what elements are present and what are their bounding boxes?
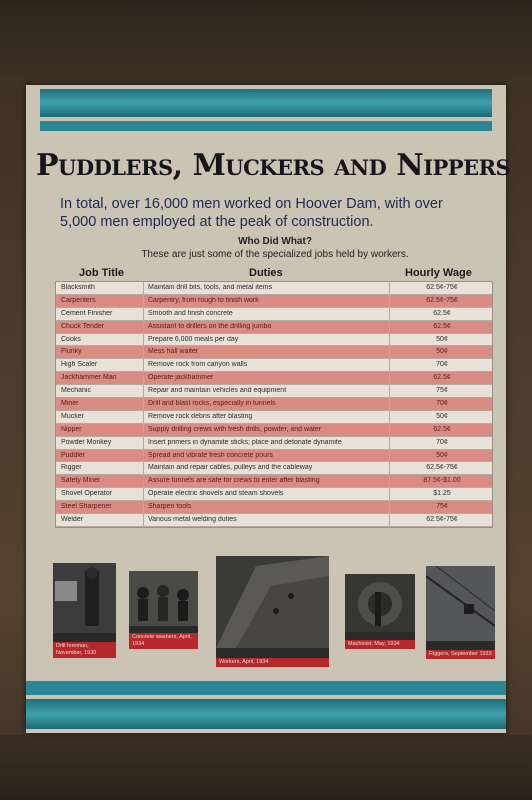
table-row	[56, 308, 492, 321]
table-row	[56, 295, 492, 308]
table-header	[55, 267, 491, 281]
duties-cell: Repair and maintain vehicles and equipment	[148, 387, 287, 395]
wage-cell: 50¢	[436, 412, 448, 420]
section-subtext: These are just some of the specialized jobs held by workers.	[141, 249, 409, 260]
header-job-title: Job Title	[79, 267, 125, 279]
job-title-cell: Miner	[61, 400, 79, 408]
job-title-cell: Rigger	[61, 464, 82, 472]
job-title-cell: Welder	[61, 516, 84, 524]
wage-cell: 62.5¢	[433, 425, 451, 433]
table-row	[56, 282, 492, 295]
photo-riggers	[426, 566, 495, 659]
job-title-cell: High Scaler	[61, 361, 98, 369]
intro-text: In total, over 16,000 men worked on Hoover Dam, with over 5,000 men employed at the peak of construction.	[60, 196, 443, 230]
header-hourly-wage: Hourly Wage	[405, 267, 472, 279]
table-row	[56, 385, 492, 398]
duties-cell: Maintain drill bits, tools, and metal items	[148, 284, 273, 291]
column-divider	[143, 501, 144, 513]
job-title-cell: Jackhammer Man	[61, 374, 117, 382]
column-divider	[143, 308, 144, 320]
column-divider	[389, 411, 390, 423]
job-title-cell: Chuck Tender	[61, 322, 105, 330]
column-divider	[143, 398, 144, 410]
column-divider	[143, 321, 144, 333]
column-divider	[143, 359, 144, 371]
job-title-cell: Nipper	[61, 425, 82, 433]
column-divider	[143, 385, 144, 397]
bottom-teal-band	[26, 699, 506, 729]
table-row	[56, 501, 492, 514]
wage-cell: 50¢	[436, 335, 448, 343]
top-teal-band	[40, 89, 492, 117]
table-row	[56, 475, 492, 488]
job-title-cell: Steel Sharpener	[61, 503, 112, 511]
column-divider	[143, 424, 144, 436]
column-divider	[389, 514, 390, 526]
photo-concrete-washers	[129, 571, 198, 649]
drill-foreman-photo-image	[53, 563, 116, 633]
column-divider	[389, 424, 390, 436]
table-row	[56, 450, 492, 463]
duties-cell: Maintain and repair cables, pulleys and the cableway	[148, 464, 313, 472]
section-heading: Who Did What?	[238, 236, 312, 247]
column-divider	[143, 450, 144, 462]
header-duties: Duties	[249, 267, 283, 279]
workers-photo-image	[216, 556, 329, 648]
bottom-teal-stripe	[26, 681, 506, 695]
column-divider	[143, 334, 144, 346]
duties-cell: Prepare 6,000 meals per day	[148, 335, 239, 343]
photo-workers	[216, 556, 329, 667]
duties-cell: Smooth and finish concrete	[148, 309, 233, 317]
wage-cell: 62.5¢	[433, 374, 451, 382]
column-divider	[389, 282, 390, 294]
wage-cell: 70¢	[436, 361, 448, 369]
duties-cell: Various metal welding duties	[148, 516, 237, 524]
column-divider	[143, 437, 144, 449]
job-title-cell: Powder Monkey	[61, 438, 112, 446]
table-row	[56, 398, 492, 411]
column-divider	[389, 359, 390, 371]
column-divider	[143, 462, 144, 474]
wage-cell: 75¢	[436, 503, 448, 511]
column-divider	[143, 514, 144, 526]
duties-cell: Assistant to drillers on the drilling jumbo	[148, 322, 272, 330]
job-title-cell: Carpenters	[61, 296, 96, 304]
machinist-photo-image	[345, 574, 415, 632]
job-title-cell: Cooks	[61, 335, 81, 343]
photo-drill-foreman	[53, 563, 116, 658]
wage-cell: 75¢	[436, 387, 448, 395]
table-row	[56, 514, 492, 527]
wage-cell: 62.5¢	[433, 309, 451, 317]
job-title-cell: Flunky	[61, 348, 82, 356]
duties-cell: Mess hall waiter	[148, 348, 199, 356]
column-divider	[389, 308, 390, 320]
wage-cell: 87.5¢-$1.00	[423, 477, 461, 485]
wage-cell: 62.5¢-75¢	[426, 516, 458, 524]
column-divider	[389, 398, 390, 410]
table-row	[56, 334, 492, 347]
top-teal-stripe	[40, 121, 492, 131]
column-divider	[389, 334, 390, 346]
wage-cell: 62.5¢	[433, 322, 451, 330]
column-divider	[389, 346, 390, 358]
column-divider	[389, 385, 390, 397]
wage-cell: 70¢	[436, 400, 448, 408]
jobs-table	[55, 281, 493, 528]
table-row	[56, 346, 492, 359]
column-divider	[143, 282, 144, 294]
column-divider	[143, 411, 144, 423]
duties-cell: Remove rock debris after blasting	[148, 412, 253, 420]
table-row	[56, 424, 492, 437]
floor-background	[0, 735, 532, 800]
table-row	[56, 372, 492, 385]
concrete-washers-photo-image	[129, 571, 198, 626]
column-divider	[389, 437, 390, 449]
wage-cell: 62.5¢-75¢	[426, 284, 458, 291]
column-divider	[143, 346, 144, 358]
column-divider	[389, 462, 390, 474]
wage-cell: 50¢	[436, 348, 448, 356]
column-divider	[389, 475, 390, 487]
column-divider	[143, 475, 144, 487]
duties-cell: Insert primers in dynamite sticks; place and detonate dynamite	[148, 438, 342, 446]
panel-title: Puddlers, Muckers and Nippers	[36, 148, 511, 183]
wage-cell: 70¢	[436, 438, 448, 446]
wage-cell: 50¢	[436, 451, 448, 459]
job-title-cell: Mechanic	[61, 387, 91, 395]
duties-cell: Spread and vibrate fresh concrete pours	[148, 451, 273, 459]
wage-cell: $1.25	[433, 490, 451, 498]
column-divider	[389, 321, 390, 333]
job-title-cell: Safety Miner	[61, 477, 101, 485]
photo-caption: Workers, April, 1934	[216, 658, 329, 667]
column-divider	[389, 450, 390, 462]
job-title-cell: Puddler	[61, 451, 86, 459]
duties-cell: Remove rock from canyon walls	[148, 361, 248, 369]
photo-caption: Machinist, May, 1934	[345, 640, 415, 649]
photo-caption: Riggers, September 1933	[426, 650, 495, 659]
table-row	[56, 437, 492, 450]
table-row	[56, 462, 492, 475]
job-title-cell: Blacksmith	[61, 284, 95, 291]
duties-cell: Operate jackhammer	[148, 374, 214, 382]
photo-caption: Drill foreman, November, 1930	[53, 642, 116, 658]
table-row	[56, 359, 492, 372]
photo-machinist	[345, 574, 415, 649]
job-title-cell: Mucker	[61, 412, 84, 420]
duties-cell: Drill and blast rocks, especially in tunnels	[148, 400, 276, 408]
table-row	[56, 488, 492, 501]
riggers-photo-image	[426, 566, 495, 641]
duties-cell: Supply drilling crews with fresh drills, powder, and water	[148, 425, 322, 433]
duties-cell: Assure tunnels are safe for crews to enter after blasting	[148, 477, 320, 485]
column-divider	[143, 295, 144, 307]
wage-cell: 62.5¢-75¢	[426, 464, 458, 472]
job-title-cell: Cement Finisher	[61, 309, 113, 317]
table-row	[56, 411, 492, 424]
column-divider	[389, 372, 390, 384]
column-divider	[389, 295, 390, 307]
column-divider	[143, 372, 144, 384]
duties-cell: Sharpen tools	[148, 503, 192, 511]
column-divider	[143, 488, 144, 500]
job-title-cell: Shovel Operator	[61, 490, 112, 498]
duties-cell: Operate electric shovels and steam shovels	[148, 490, 284, 498]
table-row	[56, 321, 492, 334]
duties-cell: Carpentry, from rough to finish work	[148, 296, 259, 304]
wall-background	[0, 0, 532, 85]
wage-cell: 62.5¢-75¢	[426, 296, 458, 304]
column-divider	[389, 488, 390, 500]
column-divider	[389, 501, 390, 513]
photo-caption: Concrete washers, April, 1934	[129, 633, 198, 649]
